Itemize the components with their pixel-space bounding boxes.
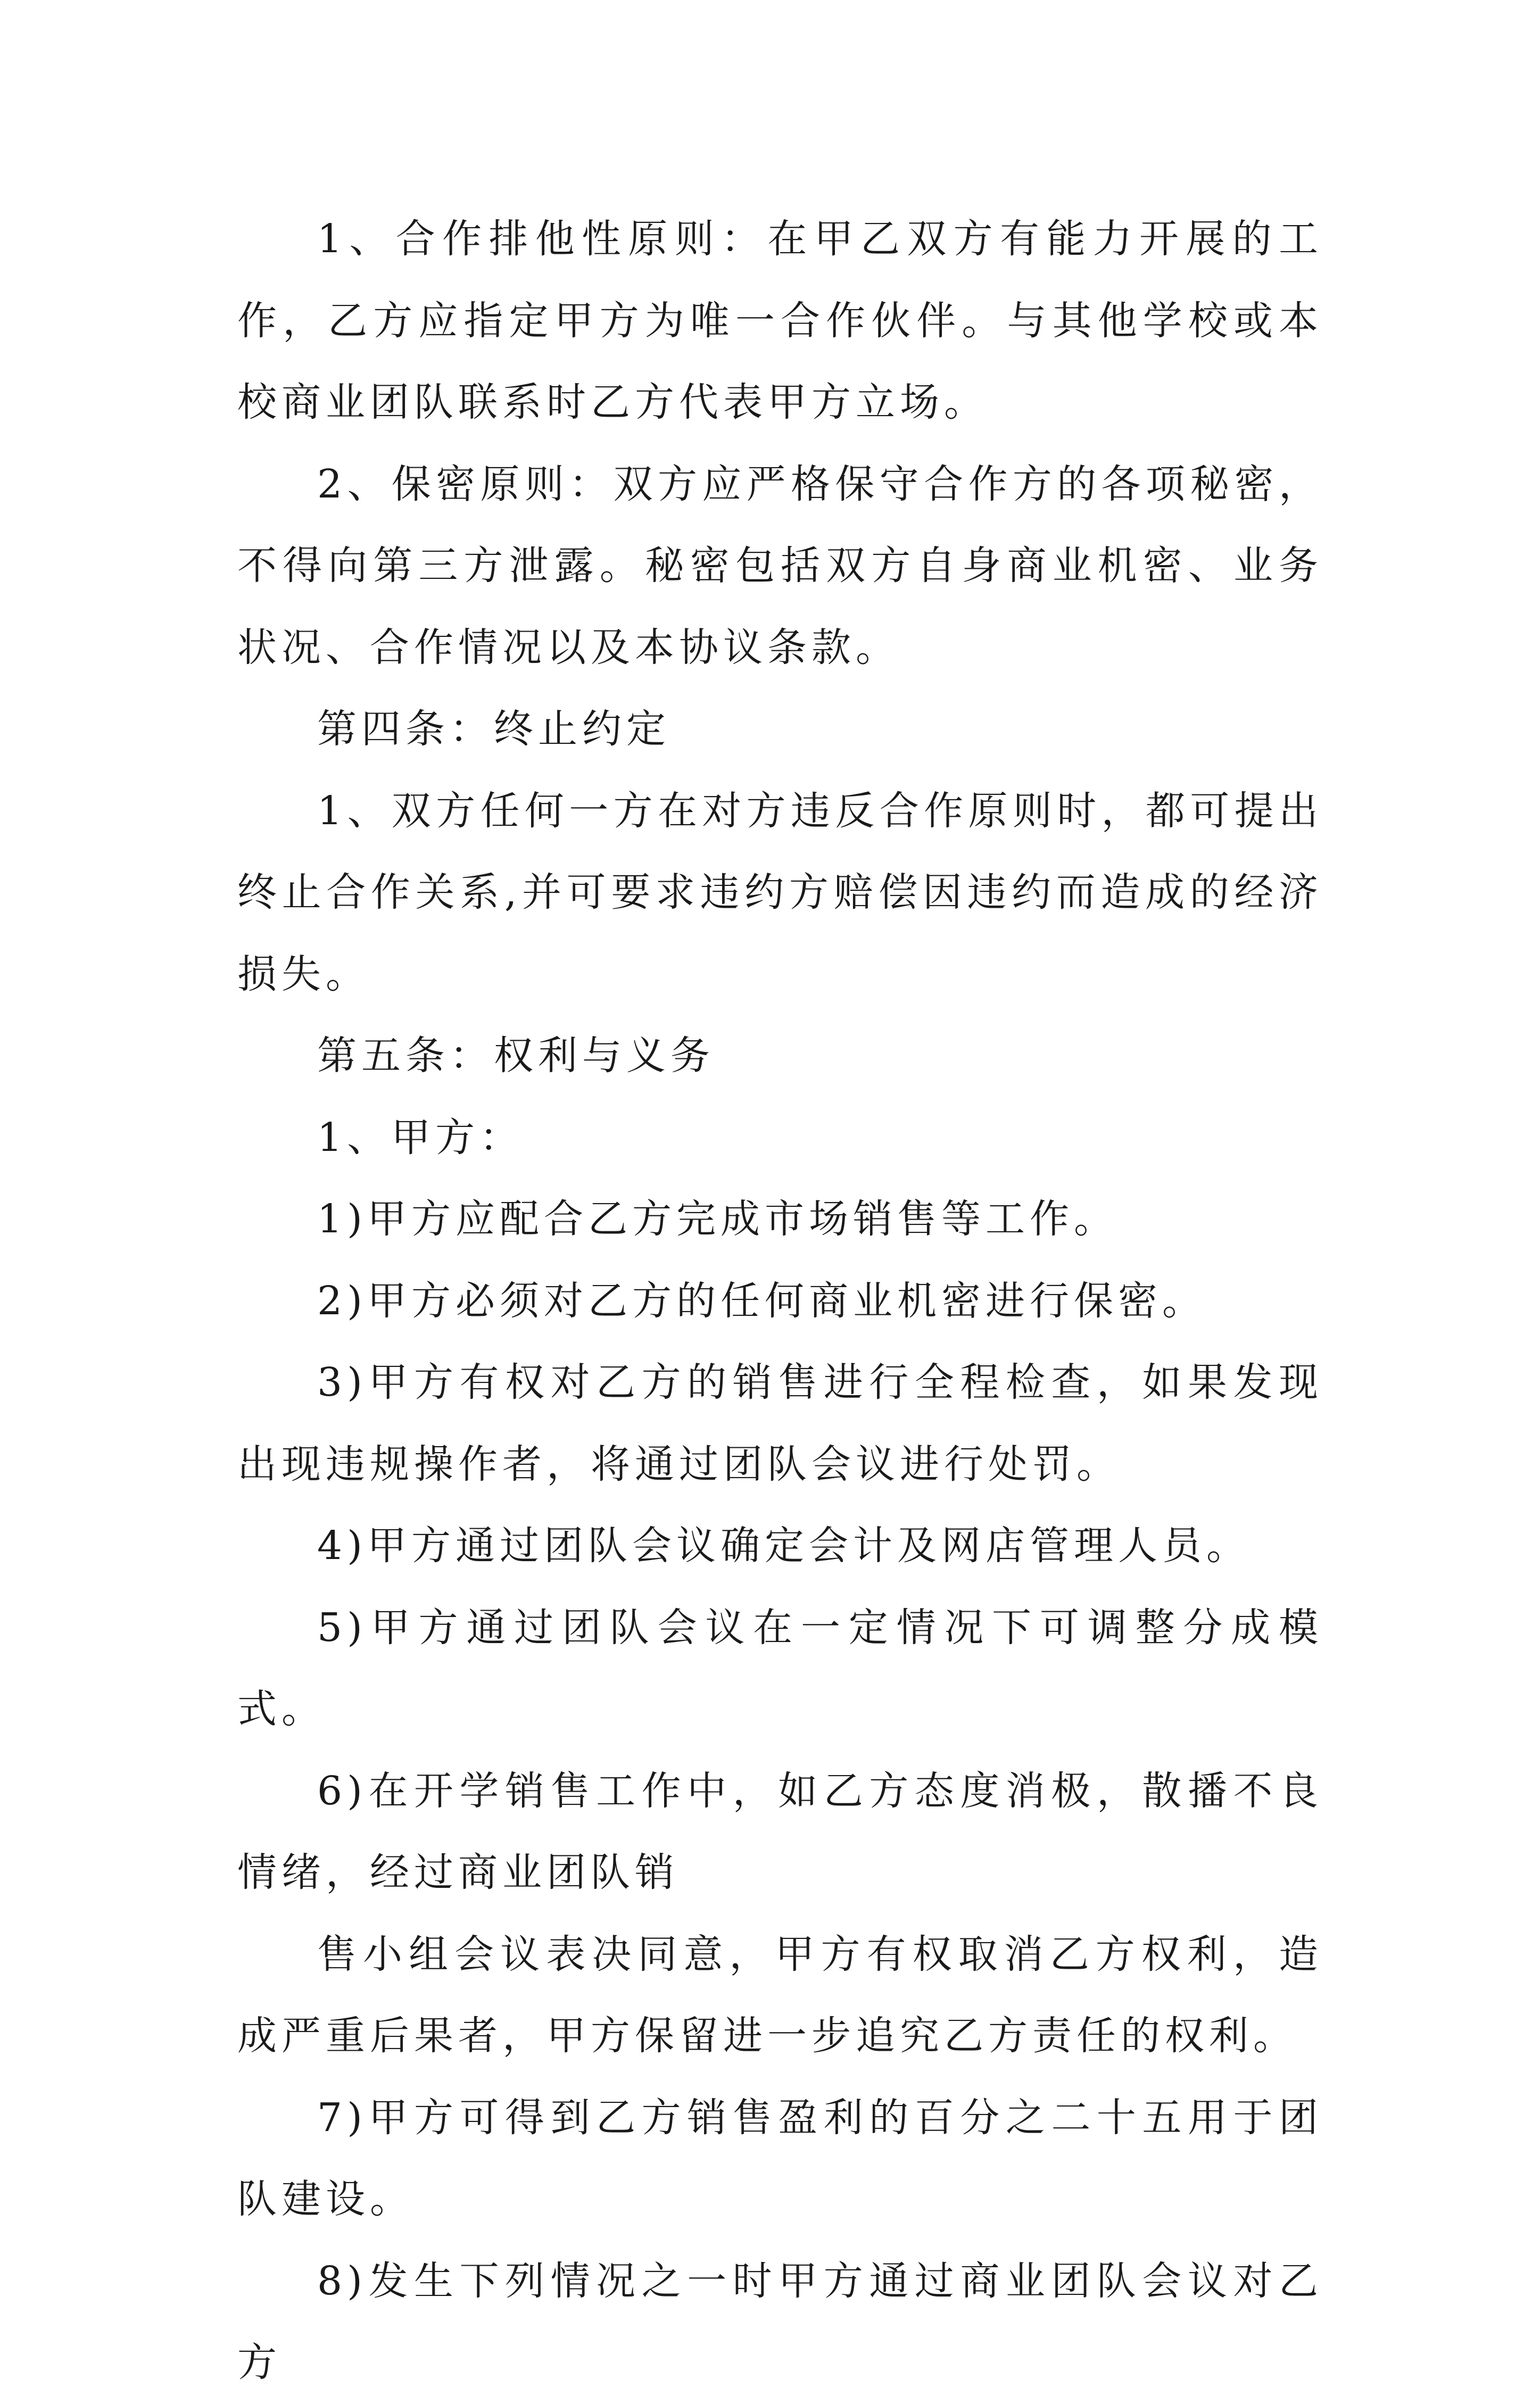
list-item-8: 8)发生下列情况之一时甲方通过商业团队会议对乙方: [237, 2258, 1323, 2385]
paragraph-exclusivity-principle: 1、合作排他性原则：在甲乙双方有能力开展的工作，乙方应指定甲方为唯一合作伙伴。与其他学校或本校商业团队联系时乙方代表甲方立场。: [237, 216, 1323, 425]
list-item-6: 6)在开学销售工作中，如乙方态度消极，散播不良情绪，经过商业团队销: [237, 1768, 1323, 1895]
list-item-5: 5)甲方通过团队会议在一定情况下可调整分成模式。: [237, 1604, 1323, 1732]
list-item-6-continued: 售小组会议表决同意，甲方有权取消乙方权利，造成严重后果者，甲方保留进一步追究乙方责任的权利。: [237, 1931, 1323, 2059]
paragraph-termination: 1、双方任何一方在对方违反合作原则时，都可提出终止合作关系,并可要求违约方赔偿因违约而造成的经济损失。: [237, 787, 1323, 997]
list-item-2: 2)甲方必须对乙方的任何商业机密进行保密。: [317, 1278, 1206, 1324]
list-item-3: 3)甲方有权对乙方的销售进行全程检查，如果发现出现违规操作者，将通过团队会议进行处罚。: [237, 1359, 1323, 1487]
heading-article-5: 第五条：权利与义务: [317, 1033, 715, 1079]
paragraph-confidentiality-principle: 2、保密原则：双方应严格保守合作方的各项秘密，不得向第三方泄露。秘密包括双方自身商业机密、业务状况、合作情况以及本协议条款。: [237, 461, 1323, 670]
list-item-4: 4)甲方通过团队会议确定会计及网店管理人员。: [317, 1523, 1251, 1569]
heading-article-4: 第四条：终止约定: [317, 706, 670, 752]
document-body: [237, 198, 1323, 2404]
list-item-1: 1)甲方应配合乙方完成市场销售等工作。: [317, 1196, 1118, 1242]
list-item-7: 7)甲方可得到乙方销售盈利的百分之二十五用于团队建设。: [237, 2094, 1323, 2222]
subheading-party-a: 1、甲方：: [317, 1114, 524, 1160]
